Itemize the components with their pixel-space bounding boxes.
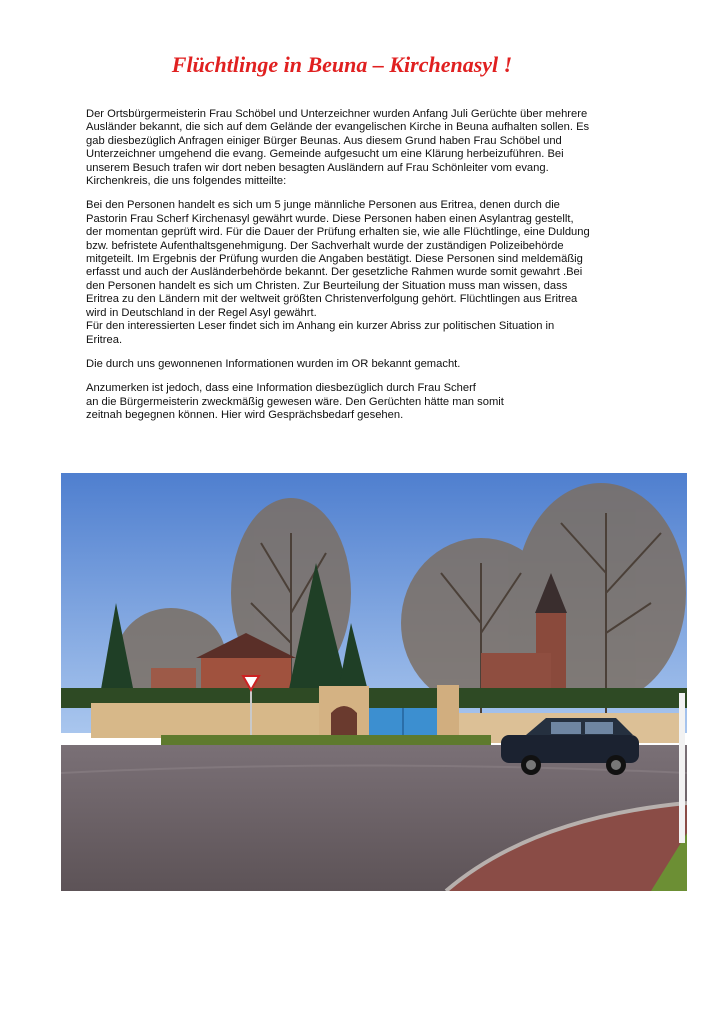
text-line: Anzumerken ist jedoch, dass eine Information diesbezüglich durch Frau Scherf <box>86 382 476 395</box>
page-title: Flüchtlinge in Beuna – Kirchenasyl ! <box>171 52 513 77</box>
text-line: Pastorin Frau Scherf Kirchenasyl gewährt wurde. Diese Personen haben einen Asylantrag gestellt, <box>86 212 574 225</box>
photo-illustration <box>61 473 687 891</box>
text-line: Unterzeichner umgehend die evang. Gemeinde aufgesucht um eine Klärung herbeizuführen. Bei <box>86 148 564 161</box>
text-line: erfasst und auch der Ausländerbehörde bekannt. Der gesetzliche Rahmen wurde somit gewahrt .Bei <box>86 266 583 279</box>
church-photo <box>61 473 687 891</box>
text-line: zeitnah begegnen können. Hier wird Gesprächsbedarf gesehen. <box>86 409 404 422</box>
text-line: Bei den Personen handelt es sich um 5 junge männliche Personen aus Eritrea, denen durch die <box>86 199 560 212</box>
text-line: Ausländer bekannt, die sich auf dem Gelände der evangelischen Kirche in Beuna aufhalten sollen. Es <box>86 121 590 134</box>
churchyard-wall <box>91 703 351 738</box>
text-line: Der Ortsbürgermeisterin Frau Schöbel und Unterzeichner wurden Anfang Juli Gerüchte über mehrere <box>86 108 588 120</box>
text-line: Eritrea. <box>86 333 123 346</box>
paragraph-1 <box>86 108 646 188</box>
text-line: den Personen handelt es sich um Christen. Zur Beurteilung der Situation muss man wissen, dass <box>86 279 568 292</box>
text-line: mitgeteilt. Im Ergebnis der Prüfung wurden die Angaben bestätigt. Diese Personen sind meldemäßig <box>86 253 583 266</box>
text-line: wird in Deutschland in der Regel Asyl gewährt. <box>86 306 317 319</box>
text-line: unserem Besuch trafen wir dort neben besagten Ausländern auf Frau Schönleiter vom evang. <box>86 161 549 174</box>
text-line: Eritrea zu den Ländern mit der weltweit größten Christenverfolgung gehört. Flüchtlingen aus Eritrea <box>86 293 578 306</box>
text-line: der momentan geprüft wird. Für die Dauer der Prüfung erhalten sie, wie alle Flüchtlinge, eine Duldung <box>86 226 590 239</box>
paragraph-4 <box>86 382 646 422</box>
white-post <box>679 693 685 843</box>
text-line: an die Bürgermeisterin zweckmäßig gewesen wäre. Den Gerüchten hätte man somit <box>86 395 504 408</box>
text-line: Die durch uns gewonnenen Informationen wurden im OR bekannt gemacht. <box>86 357 461 370</box>
text-line: gab diesbezüglich Anfragen einiger Bürger Beunas. Aus diesem Grund haben Frau Schöbel und <box>86 134 562 147</box>
text-line: Für den interessierten Leser findet sich im Anhang ein kurzer Abriss zur politischen Situation in <box>86 320 555 333</box>
text-line: bzw. befristete Aufenthaltsgenehmigung. Der Sachverhalt wurde der zuständigen Polizeibehörde <box>86 239 564 252</box>
text-line: Kirchenkreis, die uns folgendes mitteilte: <box>86 175 287 188</box>
paragraph-2 <box>86 199 646 346</box>
paragraph-3 <box>86 358 646 371</box>
body-text <box>86 108 646 434</box>
